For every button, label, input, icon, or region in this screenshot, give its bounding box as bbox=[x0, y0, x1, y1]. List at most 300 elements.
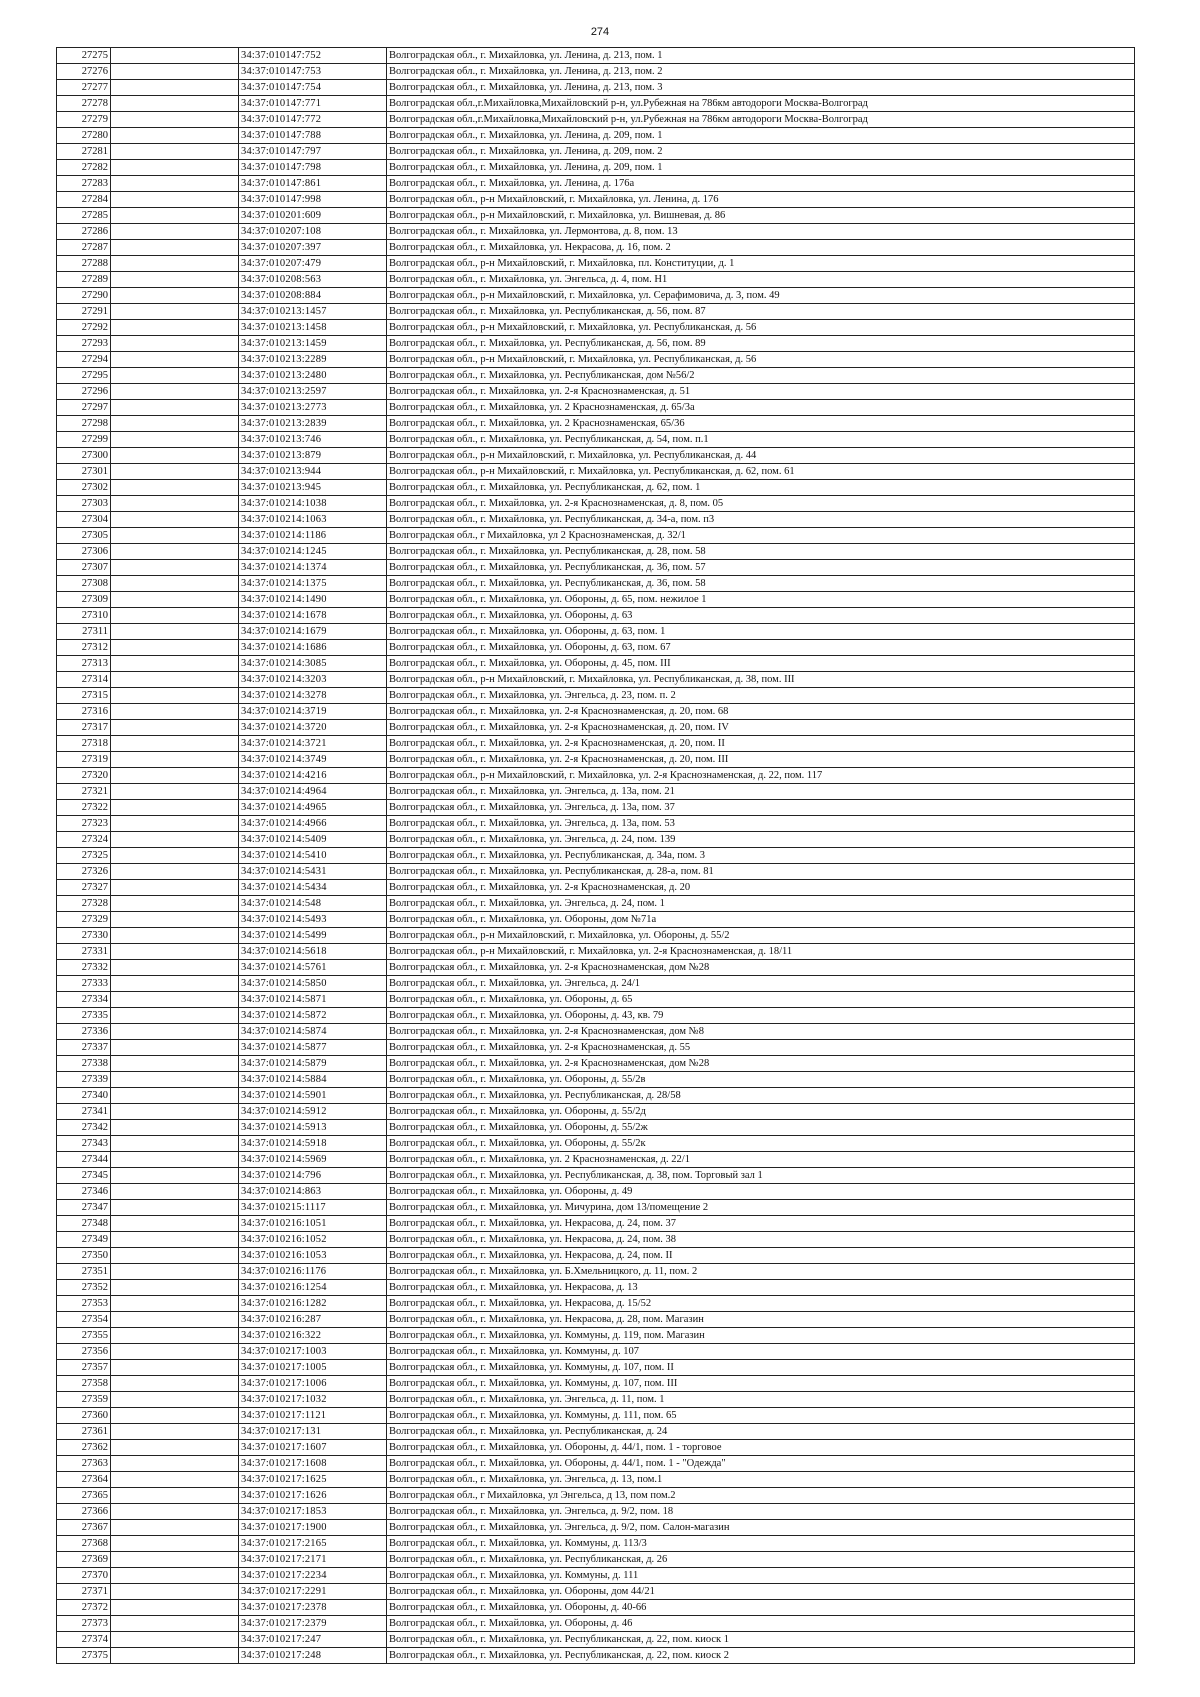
address-cell: Волгоградская обл., г. Михайловка, ул. Обороны, д. 45, пом. III bbox=[387, 656, 1135, 672]
table-row bbox=[57, 1440, 1135, 1456]
table-row bbox=[57, 1456, 1135, 1472]
address-cell: Волгоградская обл., р-н Михайловский, г. Михайловка, ул. Республиканская, д. 56 bbox=[387, 352, 1135, 368]
empty-cell bbox=[111, 432, 239, 448]
cadastral-number-cell: 34:37:010207:479 bbox=[239, 256, 387, 272]
empty-cell bbox=[111, 1616, 239, 1632]
row-number-cell: 27315 bbox=[57, 688, 111, 704]
cadastral-number-cell: 34:37:010213:2773 bbox=[239, 400, 387, 416]
table-row bbox=[57, 528, 1135, 544]
address-cell: Волгоградская обл., г. Михайловка, ул. Энгельса, д. 24, пом. 1 bbox=[387, 896, 1135, 912]
table-row bbox=[57, 464, 1135, 480]
registry-table bbox=[56, 47, 1135, 1664]
cadastral-number-cell: 34:37:010214:5493 bbox=[239, 912, 387, 928]
row-number-cell: 27326 bbox=[57, 864, 111, 880]
row-number-cell: 27320 bbox=[57, 768, 111, 784]
empty-cell bbox=[111, 1248, 239, 1264]
table-row bbox=[57, 1472, 1135, 1488]
row-number-cell: 27295 bbox=[57, 368, 111, 384]
row-number-cell: 27358 bbox=[57, 1376, 111, 1392]
row-number-cell: 27349 bbox=[57, 1232, 111, 1248]
cadastral-number-cell: 34:37:010214:1679 bbox=[239, 624, 387, 640]
empty-cell bbox=[111, 48, 239, 64]
row-number-cell: 27296 bbox=[57, 384, 111, 400]
cadastral-number-cell: 34:37:010217:2234 bbox=[239, 1568, 387, 1584]
cadastral-number-cell: 34:37:010213:2597 bbox=[239, 384, 387, 400]
cadastral-number-cell: 34:37:010214:5410 bbox=[239, 848, 387, 864]
cadastral-number-cell: 34:37:010214:5871 bbox=[239, 992, 387, 1008]
table-row bbox=[57, 400, 1135, 416]
empty-cell bbox=[111, 128, 239, 144]
address-cell: Волгоградская обл., г. Михайловка, ул. Энгельса, д. 24, пом. 139 bbox=[387, 832, 1135, 848]
cadastral-number-cell: 34:37:010217:1003 bbox=[239, 1344, 387, 1360]
table-row bbox=[57, 336, 1135, 352]
table-row bbox=[57, 64, 1135, 80]
cadastral-number-cell: 34:37:010214:5761 bbox=[239, 960, 387, 976]
table-row bbox=[57, 1360, 1135, 1376]
empty-cell bbox=[111, 192, 239, 208]
cadastral-number-cell: 34:37:010214:1375 bbox=[239, 576, 387, 592]
table-row bbox=[57, 1232, 1135, 1248]
cadastral-number-cell: 34:37:010147:797 bbox=[239, 144, 387, 160]
empty-cell bbox=[111, 1584, 239, 1600]
cadastral-number-cell: 34:37:010214:1063 bbox=[239, 512, 387, 528]
empty-cell bbox=[111, 96, 239, 112]
address-cell: Волгоградская обл., г. Михайловка, ул. Некрасова, д. 28, пом. Магазин bbox=[387, 1312, 1135, 1328]
table-row bbox=[57, 1120, 1135, 1136]
cadastral-number-cell: 34:37:010213:1457 bbox=[239, 304, 387, 320]
cadastral-number-cell: 34:37:010217:1853 bbox=[239, 1504, 387, 1520]
address-cell: Волгоградская обл., г. Михайловка, ул. Республиканская, д. 26 bbox=[387, 1552, 1135, 1568]
empty-cell bbox=[111, 304, 239, 320]
row-number-cell: 27329 bbox=[57, 912, 111, 928]
empty-cell bbox=[111, 496, 239, 512]
row-number-cell: 27334 bbox=[57, 992, 111, 1008]
row-number-cell: 27344 bbox=[57, 1152, 111, 1168]
table-row bbox=[57, 848, 1135, 864]
row-number-cell: 27308 bbox=[57, 576, 111, 592]
empty-cell bbox=[111, 288, 239, 304]
cadastral-number-cell: 34:37:010214:5969 bbox=[239, 1152, 387, 1168]
table-row bbox=[57, 688, 1135, 704]
address-cell: Волгоградская обл., г. Михайловка, ул. Некрасова, д. 15/52 bbox=[387, 1296, 1135, 1312]
cadastral-number-cell: 34:37:010214:863 bbox=[239, 1184, 387, 1200]
row-number-cell: 27310 bbox=[57, 608, 111, 624]
table-row bbox=[57, 1264, 1135, 1280]
address-cell: Волгоградская обл., г. Михайловка, ул. Обороны, д. 63, пом. 1 bbox=[387, 624, 1135, 640]
empty-cell bbox=[111, 1152, 239, 1168]
row-number-cell: 27341 bbox=[57, 1104, 111, 1120]
table-row bbox=[57, 928, 1135, 944]
empty-cell bbox=[111, 1024, 239, 1040]
row-number-cell: 27299 bbox=[57, 432, 111, 448]
table-row bbox=[57, 1088, 1135, 1104]
cadastral-number-cell: 34:37:010216:322 bbox=[239, 1328, 387, 1344]
table-row bbox=[57, 368, 1135, 384]
cadastral-number-cell: 34:37:010217:1005 bbox=[239, 1360, 387, 1376]
table-row bbox=[57, 1408, 1135, 1424]
table-row bbox=[57, 144, 1135, 160]
row-number-cell: 27355 bbox=[57, 1328, 111, 1344]
address-cell: Волгоградская обл., р-н Михайловский, г. Михайловка, ул. Республиканская, д. 56 bbox=[387, 320, 1135, 336]
row-number-cell: 27316 bbox=[57, 704, 111, 720]
cadastral-number-cell: 34:37:010215:1117 bbox=[239, 1200, 387, 1216]
table-row bbox=[57, 1248, 1135, 1264]
row-number-cell: 27363 bbox=[57, 1456, 111, 1472]
table-row bbox=[57, 416, 1135, 432]
row-number-cell: 27365 bbox=[57, 1488, 111, 1504]
row-number-cell: 27347 bbox=[57, 1200, 111, 1216]
row-number-cell: 27279 bbox=[57, 112, 111, 128]
address-cell: Волгоградская обл., г. Михайловка, ул. 2-я Краснознаменская, д. 55 bbox=[387, 1040, 1135, 1056]
empty-cell bbox=[111, 848, 239, 864]
address-cell: Волгоградская обл., г. Михайловка, ул. Республиканская, д. 22, пом. киоск 1 bbox=[387, 1632, 1135, 1648]
table-row bbox=[57, 1136, 1135, 1152]
empty-cell bbox=[111, 1568, 239, 1584]
empty-cell bbox=[111, 608, 239, 624]
cadastral-number-cell: 34:37:010214:5850 bbox=[239, 976, 387, 992]
address-cell: Волгоградская обл., р-н Михайловский, г. Михайловка, ул. Вишневая, д. 86 bbox=[387, 208, 1135, 224]
cadastral-number-cell: 34:37:010208:563 bbox=[239, 272, 387, 288]
cadastral-number-cell: 34:37:010217:1900 bbox=[239, 1520, 387, 1536]
row-number-cell: 27343 bbox=[57, 1136, 111, 1152]
table-row bbox=[57, 880, 1135, 896]
cadastral-number-cell: 34:37:010214:1686 bbox=[239, 640, 387, 656]
table-row bbox=[57, 1040, 1135, 1056]
address-cell: Волгоградская обл., р-н Михайловский, г. Михайловка, ул. Республиканская, д. 62, пом. 61 bbox=[387, 464, 1135, 480]
empty-cell bbox=[111, 1328, 239, 1344]
table-row bbox=[57, 240, 1135, 256]
cadastral-number-cell: 34:37:010216:1053 bbox=[239, 1248, 387, 1264]
row-number-cell: 27301 bbox=[57, 464, 111, 480]
empty-cell bbox=[111, 1552, 239, 1568]
row-number-cell: 27370 bbox=[57, 1568, 111, 1584]
cadastral-number-cell: 34:37:010213:2839 bbox=[239, 416, 387, 432]
table-row bbox=[57, 480, 1135, 496]
row-number-cell: 27362 bbox=[57, 1440, 111, 1456]
cadastral-number-cell: 34:37:010214:3721 bbox=[239, 736, 387, 752]
empty-cell bbox=[111, 416, 239, 432]
row-number-cell: 27324 bbox=[57, 832, 111, 848]
address-cell: Волгоградская обл., г. Михайловка, ул. 2-я Краснознаменская, д. 20, пом. IV bbox=[387, 720, 1135, 736]
empty-cell bbox=[111, 560, 239, 576]
cadastral-number-cell: 34:37:010217:1121 bbox=[239, 1408, 387, 1424]
empty-cell bbox=[111, 928, 239, 944]
table-row bbox=[57, 1424, 1135, 1440]
table-row bbox=[57, 1504, 1135, 1520]
address-cell: Волгоградская обл., г. Михайловка, ул. 2-я Краснознаменская, дом №28 bbox=[387, 1056, 1135, 1072]
address-cell: Волгоградская обл., г. Михайловка, ул. Республиканская, д. 24 bbox=[387, 1424, 1135, 1440]
row-number-cell: 27285 bbox=[57, 208, 111, 224]
cadastral-number-cell: 34:37:010213:945 bbox=[239, 480, 387, 496]
empty-cell bbox=[111, 1168, 239, 1184]
row-number-cell: 27287 bbox=[57, 240, 111, 256]
empty-cell bbox=[111, 1360, 239, 1376]
row-number-cell: 27348 bbox=[57, 1216, 111, 1232]
address-cell: Волгоградская обл., г. Михайловка, ул. Энгельса, д. 24/1 bbox=[387, 976, 1135, 992]
cadastral-number-cell: 34:37:010217:131 bbox=[239, 1424, 387, 1440]
cadastral-number-cell: 34:37:010214:1678 bbox=[239, 608, 387, 624]
cadastral-number-cell: 34:37:010147:861 bbox=[239, 176, 387, 192]
table-row bbox=[57, 800, 1135, 816]
table-row bbox=[57, 208, 1135, 224]
address-cell: Волгоградская обл., г. Михайловка, ул. Ленина, д. 213, пом. 2 bbox=[387, 64, 1135, 80]
table-row bbox=[57, 624, 1135, 640]
table-row bbox=[57, 560, 1135, 576]
table-row bbox=[57, 592, 1135, 608]
cadastral-number-cell: 34:37:010207:108 bbox=[239, 224, 387, 240]
empty-cell bbox=[111, 480, 239, 496]
empty-cell bbox=[111, 752, 239, 768]
empty-cell bbox=[111, 1504, 239, 1520]
row-number-cell: 27321 bbox=[57, 784, 111, 800]
empty-cell bbox=[111, 336, 239, 352]
row-number-cell: 27366 bbox=[57, 1504, 111, 1520]
address-cell: Волгоградская обл., г. Михайловка, ул. Республиканская, д. 28/58 bbox=[387, 1088, 1135, 1104]
empty-cell bbox=[111, 80, 239, 96]
empty-cell bbox=[111, 880, 239, 896]
table-row bbox=[57, 768, 1135, 784]
address-cell: Волгоградская обл., г. Михайловка, ул. Коммуны, д. 111, пом. 65 bbox=[387, 1408, 1135, 1424]
empty-cell bbox=[111, 1056, 239, 1072]
empty-cell bbox=[111, 1648, 239, 1664]
empty-cell bbox=[111, 528, 239, 544]
address-cell: Волгоградская обл., г. Михайловка, ул. Некрасова, д. 24, пом. II bbox=[387, 1248, 1135, 1264]
row-number-cell: 27311 bbox=[57, 624, 111, 640]
table-row bbox=[57, 1280, 1135, 1296]
table-row bbox=[57, 704, 1135, 720]
address-cell: Волгоградская обл., г. Михайловка, ул. 2-я Краснознаменская, д. 20, пом. II bbox=[387, 736, 1135, 752]
address-cell: Волгоградская обл., г. Михайловка, ул. 2-я Краснознаменская, дом №8 bbox=[387, 1024, 1135, 1040]
row-number-cell: 27336 bbox=[57, 1024, 111, 1040]
table-row bbox=[57, 272, 1135, 288]
address-cell: Волгоградская обл., г. Михайловка, ул. Коммуны, д. 107 bbox=[387, 1344, 1135, 1360]
table-row bbox=[57, 192, 1135, 208]
address-cell: Волгоградская обл., г. Михайловка, ул. Энгельса, д. 13а, пом. 37 bbox=[387, 800, 1135, 816]
table-row bbox=[57, 912, 1135, 928]
table-row bbox=[57, 1488, 1135, 1504]
row-number-cell: 27371 bbox=[57, 1584, 111, 1600]
row-number-cell: 27288 bbox=[57, 256, 111, 272]
row-number-cell: 27277 bbox=[57, 80, 111, 96]
address-cell: Волгоградская обл., г. Михайловка, ул. Энгельса, д. 9/2, пом. Салон-магазин bbox=[387, 1520, 1135, 1536]
cadastral-number-cell: 34:37:010147:753 bbox=[239, 64, 387, 80]
empty-cell bbox=[111, 896, 239, 912]
row-number-cell: 27286 bbox=[57, 224, 111, 240]
row-number-cell: 27302 bbox=[57, 480, 111, 496]
empty-cell bbox=[111, 1536, 239, 1552]
empty-cell bbox=[111, 576, 239, 592]
cadastral-number-cell: 34:37:010214:5618 bbox=[239, 944, 387, 960]
cadastral-number-cell: 34:37:010214:1374 bbox=[239, 560, 387, 576]
address-cell: Волгоградская обл.,г.Михайловка,Михайловский р-н, ул.Рубежная на 786км автодороги Москва-Волгоград bbox=[387, 112, 1135, 128]
cadastral-number-cell: 34:37:010217:1626 bbox=[239, 1488, 387, 1504]
empty-cell bbox=[111, 1008, 239, 1024]
row-number-cell: 27313 bbox=[57, 656, 111, 672]
address-cell: Волгоградская обл., г. Михайловка, ул. Обороны, д. 55/2в bbox=[387, 1072, 1135, 1088]
table-row bbox=[57, 256, 1135, 272]
empty-cell bbox=[111, 368, 239, 384]
empty-cell bbox=[111, 1520, 239, 1536]
address-cell: Волгоградская обл., р-н Михайловский, г. Михайловка, ул. Серафимовича, д. 3, пом. 49 bbox=[387, 288, 1135, 304]
row-number-cell: 27314 bbox=[57, 672, 111, 688]
address-cell: Волгоградская обл., г. Михайловка, ул. Коммуны, д. 119, пом. Магазин bbox=[387, 1328, 1135, 1344]
empty-cell bbox=[111, 208, 239, 224]
cadastral-number-cell: 34:37:010214:5901 bbox=[239, 1088, 387, 1104]
row-number-cell: 27351 bbox=[57, 1264, 111, 1280]
address-cell: Волгоградская обл., г. Михайловка, ул. Республиканская, д. 28, пом. 58 bbox=[387, 544, 1135, 560]
table-row bbox=[57, 80, 1135, 96]
address-cell: Волгоградская обл., г. Михайловка, ул. 2 Краснознаменская, 65/36 bbox=[387, 416, 1135, 432]
table-row bbox=[57, 672, 1135, 688]
cadastral-number-cell: 34:37:010201:609 bbox=[239, 208, 387, 224]
empty-cell bbox=[111, 672, 239, 688]
cadastral-number-cell: 34:37:010217:2379 bbox=[239, 1616, 387, 1632]
row-number-cell: 27283 bbox=[57, 176, 111, 192]
empty-cell bbox=[111, 64, 239, 80]
cadastral-number-cell: 34:37:010216:1052 bbox=[239, 1232, 387, 1248]
table-row bbox=[57, 944, 1135, 960]
table-row bbox=[57, 832, 1135, 848]
empty-cell bbox=[111, 1136, 239, 1152]
empty-cell bbox=[111, 592, 239, 608]
empty-cell bbox=[111, 704, 239, 720]
address-cell: Волгоградская обл., р-н Михайловский, г. Михайловка, ул. Республиканская, д. 38, пом. III bbox=[387, 672, 1135, 688]
empty-cell bbox=[111, 1232, 239, 1248]
cadastral-number-cell: 34:37:010214:3749 bbox=[239, 752, 387, 768]
table-row bbox=[57, 1024, 1135, 1040]
table-row bbox=[57, 1536, 1135, 1552]
empty-cell bbox=[111, 512, 239, 528]
empty-cell bbox=[111, 1200, 239, 1216]
empty-cell bbox=[111, 352, 239, 368]
cadastral-number-cell: 34:37:010214:5913 bbox=[239, 1120, 387, 1136]
address-cell: Волгоградская обл., г. Михайловка, ул. Ленина, д. 213, пом. 1 bbox=[387, 48, 1135, 64]
address-cell: Волгоградская обл., г. Михайловка, ул. Республиканская, д. 34-а, пом. п3 bbox=[387, 512, 1135, 528]
empty-cell bbox=[111, 1120, 239, 1136]
table-row bbox=[57, 512, 1135, 528]
cadastral-number-cell: 34:37:010216:287 bbox=[239, 1312, 387, 1328]
table-row bbox=[57, 224, 1135, 240]
empty-cell bbox=[111, 800, 239, 816]
empty-cell bbox=[111, 1040, 239, 1056]
address-cell: Волгоградская обл., г. Михайловка, ул. Ленина, д. 209, пом. 1 bbox=[387, 128, 1135, 144]
address-cell: Волгоградская обл., р-н Михайловский, г. Михайловка, ул. 2-я Краснознаменская, д. 22, пом. 117 bbox=[387, 768, 1135, 784]
table-row bbox=[57, 976, 1135, 992]
address-cell: Волгоградская обл.,г.Михайловка,Михайловский р-н, ул.Рубежная на 786км автодороги Москва-Волгоград bbox=[387, 96, 1135, 112]
row-number-cell: 27289 bbox=[57, 272, 111, 288]
cadastral-number-cell: 34:37:010147:752 bbox=[239, 48, 387, 64]
cadastral-number-cell: 34:37:010214:5879 bbox=[239, 1056, 387, 1072]
empty-cell bbox=[111, 1088, 239, 1104]
cadastral-number-cell: 34:37:010214:5877 bbox=[239, 1040, 387, 1056]
row-number-cell: 27327 bbox=[57, 880, 111, 896]
table-row bbox=[57, 960, 1135, 976]
table-row bbox=[57, 1200, 1135, 1216]
table-row bbox=[57, 1520, 1135, 1536]
table-row bbox=[57, 1008, 1135, 1024]
row-number-cell: 27275 bbox=[57, 48, 111, 64]
address-cell: Волгоградская обл., г. Михайловка, ул. Ленина, д. 213, пом. 3 bbox=[387, 80, 1135, 96]
address-cell: Волгоградская обл., г. Михайловка, ул. Обороны, д. 55/2д bbox=[387, 1104, 1135, 1120]
row-number-cell: 27331 bbox=[57, 944, 111, 960]
table-row bbox=[57, 1600, 1135, 1616]
address-cell: Волгоградская обл., г. Михайловка, ул. Энгельса, д. 13, пом.1 bbox=[387, 1472, 1135, 1488]
row-number-cell: 27304 bbox=[57, 512, 111, 528]
cadastral-number-cell: 34:37:010214:548 bbox=[239, 896, 387, 912]
cadastral-number-cell: 34:37:010214:3719 bbox=[239, 704, 387, 720]
table-row bbox=[57, 448, 1135, 464]
row-number-cell: 27323 bbox=[57, 816, 111, 832]
table-row bbox=[57, 1152, 1135, 1168]
row-number-cell: 27305 bbox=[57, 528, 111, 544]
address-cell: Волгоградская обл., г. Михайловка, ул. Некрасова, д. 16, пом. 2 bbox=[387, 240, 1135, 256]
address-cell: Волгоградская обл., г. Михайловка, ул. Мичурина, дом 13/помещение 2 bbox=[387, 1200, 1135, 1216]
cadastral-number-cell: 34:37:010147:998 bbox=[239, 192, 387, 208]
empty-cell bbox=[111, 448, 239, 464]
table-row bbox=[57, 112, 1135, 128]
address-cell: Волгоградская обл., г. Михайловка, ул. Обороны, д. 44/1, пом. 1 - "Одежда" bbox=[387, 1456, 1135, 1472]
empty-cell bbox=[111, 1264, 239, 1280]
row-number-cell: 27373 bbox=[57, 1616, 111, 1632]
table-row bbox=[57, 608, 1135, 624]
address-cell: Волгоградская обл., г. Михайловка, ул. Республиканская, д. 56, пом. 87 bbox=[387, 304, 1135, 320]
registry-table-body bbox=[57, 48, 1135, 1664]
address-cell: Волгоградская обл., г. Михайловка, ул. Республиканская, дом №56/2 bbox=[387, 368, 1135, 384]
address-cell: Волгоградская обл., р-н Михайловский, г. Михайловка, ул. 2-я Краснознаменская, д. 18/11 bbox=[387, 944, 1135, 960]
table-row bbox=[57, 720, 1135, 736]
row-number-cell: 27281 bbox=[57, 144, 111, 160]
row-number-cell: 27322 bbox=[57, 800, 111, 816]
empty-cell bbox=[111, 176, 239, 192]
address-cell: Волгоградская обл., г. Михайловка, ул. 2 Краснознаменская, д. 22/1 bbox=[387, 1152, 1135, 1168]
table-row bbox=[57, 1056, 1135, 1072]
row-number-cell: 27375 bbox=[57, 1648, 111, 1664]
row-number-cell: 27325 bbox=[57, 848, 111, 864]
empty-cell bbox=[111, 384, 239, 400]
empty-cell bbox=[111, 912, 239, 928]
address-cell: Волгоградская обл., г. Михайловка, ул. Некрасова, д. 24, пом. 37 bbox=[387, 1216, 1135, 1232]
address-cell: Волгоградская обл., г. Михайловка, ул. Республиканская, д. 36, пом. 58 bbox=[387, 576, 1135, 592]
empty-cell bbox=[111, 864, 239, 880]
row-number-cell: 27319 bbox=[57, 752, 111, 768]
row-number-cell: 27356 bbox=[57, 1344, 111, 1360]
row-number-cell: 27290 bbox=[57, 288, 111, 304]
cadastral-number-cell: 34:37:010217:2165 bbox=[239, 1536, 387, 1552]
table-row bbox=[57, 496, 1135, 512]
empty-cell bbox=[111, 1488, 239, 1504]
address-cell: Волгоградская обл., р-н Михайловский, г. Михайловка, ул. Ленина, д. 176 bbox=[387, 192, 1135, 208]
row-number-cell: 27339 bbox=[57, 1072, 111, 1088]
row-number-cell: 27330 bbox=[57, 928, 111, 944]
cadastral-number-cell: 34:37:010214:3278 bbox=[239, 688, 387, 704]
row-number-cell: 27309 bbox=[57, 592, 111, 608]
table-row bbox=[57, 128, 1135, 144]
table-row bbox=[57, 304, 1135, 320]
table-row bbox=[57, 96, 1135, 112]
table-row bbox=[57, 320, 1135, 336]
address-cell: Волгоградская обл., г. Михайловка, ул. Обороны, дом 44/21 bbox=[387, 1584, 1135, 1600]
cadastral-number-cell: 34:37:010213:746 bbox=[239, 432, 387, 448]
cadastral-number-cell: 34:37:010214:5409 bbox=[239, 832, 387, 848]
table-row bbox=[57, 432, 1135, 448]
cadastral-number-cell: 34:37:010216:1282 bbox=[239, 1296, 387, 1312]
table-row bbox=[57, 1344, 1135, 1360]
cadastral-number-cell: 34:37:010147:788 bbox=[239, 128, 387, 144]
empty-cell bbox=[111, 992, 239, 1008]
table-row bbox=[57, 576, 1135, 592]
row-number-cell: 27303 bbox=[57, 496, 111, 512]
row-number-cell: 27372 bbox=[57, 1600, 111, 1616]
